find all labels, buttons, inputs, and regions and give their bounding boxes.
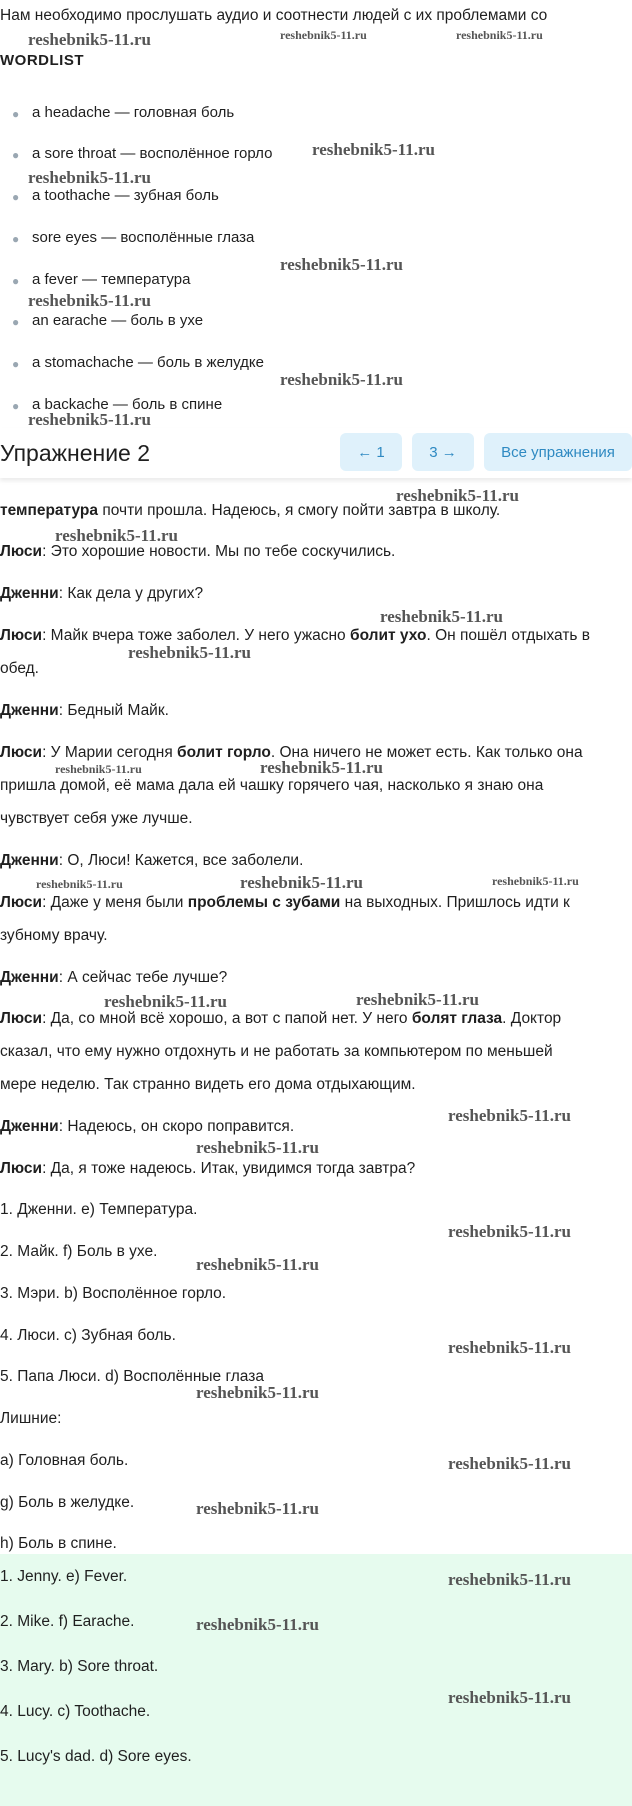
next-exercise-button[interactable]: 3 → (412, 433, 474, 471)
dialogue-line: обед. (0, 660, 39, 677)
watermark: reshebnik5-11.ru (280, 370, 403, 389)
extras-title: Лишние: (0, 1410, 62, 1427)
watermark: reshebnik5-11.ru (36, 877, 123, 891)
wordlist-item: a headache — головная боль (32, 104, 235, 121)
answer-item: 5. Lucy's dad. d) Sore eyes. (0, 1748, 192, 1765)
bullet-icon: ● (12, 107, 20, 121)
dialogue-line: Дженни: Надеюсь, он скоро поправится. (0, 1118, 295, 1135)
answer-item: 4. Lucy. c) Toothache. (0, 1703, 151, 1720)
watermark: reshebnik5-11.ru (280, 28, 367, 42)
answer-item: 2. Майк. f) Боль в ухе. (0, 1243, 158, 1260)
watermark: reshebnik5-11.ru (380, 607, 503, 626)
watermark: reshebnik5-11.ru (28, 410, 151, 429)
dialogue-line: пришла домой, её мама дала ей чашку горячего чая, насколько я знаю она (0, 777, 544, 794)
watermark: reshebnik5-11.ru (196, 1615, 319, 1634)
watermark: reshebnik5-11.ru (260, 758, 383, 777)
watermark: reshebnik5-11.ru (312, 140, 435, 159)
intro-text: Нам необходимо прослушать аудио и соотнести людей с их проблемами со (0, 7, 548, 24)
dialogue-line: Дженни: О, Люси! Кажется, все заболели. (0, 852, 304, 869)
bullet-icon: ● (12, 148, 20, 162)
watermark: reshebnik5-11.ru (55, 526, 178, 545)
watermark: reshebnik5-11.ru (448, 1106, 571, 1125)
wordlist-item: an earache — боль в ухе (32, 312, 204, 329)
dialogue-line: Люси: Это хорошие новости. Мы по тебе соскучились. (0, 543, 396, 560)
wordlist-item: a toothache — зубная боль (32, 187, 219, 204)
wordlist-item: a sore throat — восполённое горло (32, 145, 273, 162)
bullet-icon: ● (12, 232, 20, 246)
bullet-icon: ● (12, 190, 20, 204)
watermark: reshebnik5-11.ru (196, 1383, 319, 1402)
dialogue-line: Дженни: Как дела у других? (0, 585, 204, 602)
dialogue-line: Люси: Даже у меня были проблемы с зубами на выходных. Пришлось идти к (0, 894, 570, 911)
watermark: reshebnik5-11.ru (28, 168, 151, 187)
dialogue-line: мере неделю. Так странно видеть его дома отдыхающим. (0, 1076, 416, 1093)
dialogue-line: зубному врачу. (0, 927, 108, 944)
wordlist-item: a stomachache — боль в желудке (32, 354, 264, 371)
bullet-icon: ● (12, 399, 20, 413)
dialogue-line: Люси: Да, я тоже надеюсь. Итак, увидимся тогда завтра? (0, 1160, 416, 1177)
answer-item: 3. Mary. b) Sore throat. (0, 1658, 159, 1675)
watermark: reshebnik5-11.ru (196, 1499, 319, 1518)
watermark: reshebnik5-11.ru (240, 873, 363, 892)
dialogue-line: Люси: Майк вчера тоже заболел. У него ужасно болит ухо. Он пошёл отдыхать в (0, 627, 591, 644)
answer-item: 4. Люси. c) Зубная боль. (0, 1327, 176, 1344)
answers-en-box (0, 1554, 632, 1806)
wordlist-item: a fever — температура (32, 271, 191, 288)
watermark: reshebnik5-11.ru (448, 1454, 571, 1473)
watermark: reshebnik5-11.ru (104, 992, 227, 1011)
dialogue-line: Люси: У Марии сегодня болит горло. Она ничего не может есть. Как только она (0, 744, 583, 761)
dialogue-line: сказал, что ему нужно отдохнуть и не работать за компьютером по меньшей (0, 1043, 553, 1060)
answer-item: 1. Дженни. e) Температура. (0, 1201, 198, 1218)
answer-item: 5. Папа Люси. d) Восполённые глаза (0, 1368, 264, 1385)
watermark: reshebnik5-11.ru (28, 291, 151, 310)
dialogue-line: чувствует себя уже лучше. (0, 810, 193, 827)
dialogue-line: Дженни: Бедный Майк. (0, 702, 169, 719)
prev-exercise-button[interactable]: ← 1 (340, 433, 402, 471)
bullet-icon: ● (12, 357, 20, 371)
watermark: reshebnik5-11.ru (448, 1688, 571, 1707)
watermark: reshebnik5-11.ru (196, 1138, 319, 1157)
answer-item: 1. Jenny. e) Fever. (0, 1568, 128, 1585)
watermark: reshebnik5-11.ru (28, 30, 151, 49)
watermark: reshebnik5-11.ru (396, 486, 519, 505)
extra-item: h) Боль в спине. (0, 1535, 117, 1552)
dialogue-line: Дженни: А сейчас тебе лучше? (0, 969, 228, 986)
dialogue-line: температура почти прошла. Надеюсь, я смогу пойти завтра в школу. (0, 502, 501, 519)
wordlist-title: WORDLIST (0, 52, 84, 69)
wordlist-item: sore eyes — восполённые глаза (32, 229, 255, 246)
watermark: reshebnik5-11.ru (128, 643, 251, 662)
answer-item: 3. Мэри. b) Восполённое горло. (0, 1285, 227, 1302)
watermark: reshebnik5-11.ru (448, 1338, 571, 1357)
answer-item: 2. Mike. f) Earache. (0, 1613, 135, 1630)
watermark: reshebnik5-11.ru (456, 28, 543, 42)
wordlist-item: a backache — боль в спине (32, 396, 223, 413)
watermark: reshebnik5-11.ru (196, 1255, 319, 1274)
watermark: reshebnik5-11.ru (492, 874, 579, 888)
exercise-title: Упражнение 2 (0, 440, 151, 466)
watermark: reshebnik5-11.ru (55, 762, 142, 776)
bullet-icon: ● (12, 315, 20, 329)
dialogue-line: Люси: Да, со мной всё хорошо, а вот с папой нет. У него болят глаза. Доктор (0, 1010, 562, 1027)
bullet-icon: ● (12, 274, 20, 288)
watermark: reshebnik5-11.ru (448, 1570, 571, 1589)
watermark: reshebnik5-11.ru (280, 255, 403, 274)
watermark: reshebnik5-11.ru (356, 990, 479, 1009)
extra-item: g) Боль в желудке. (0, 1494, 135, 1511)
extra-item: a) Головная боль. (0, 1452, 129, 1469)
all-exercises-button[interactable]: Все упражнения (484, 433, 632, 471)
watermark: reshebnik5-11.ru (448, 1222, 571, 1241)
